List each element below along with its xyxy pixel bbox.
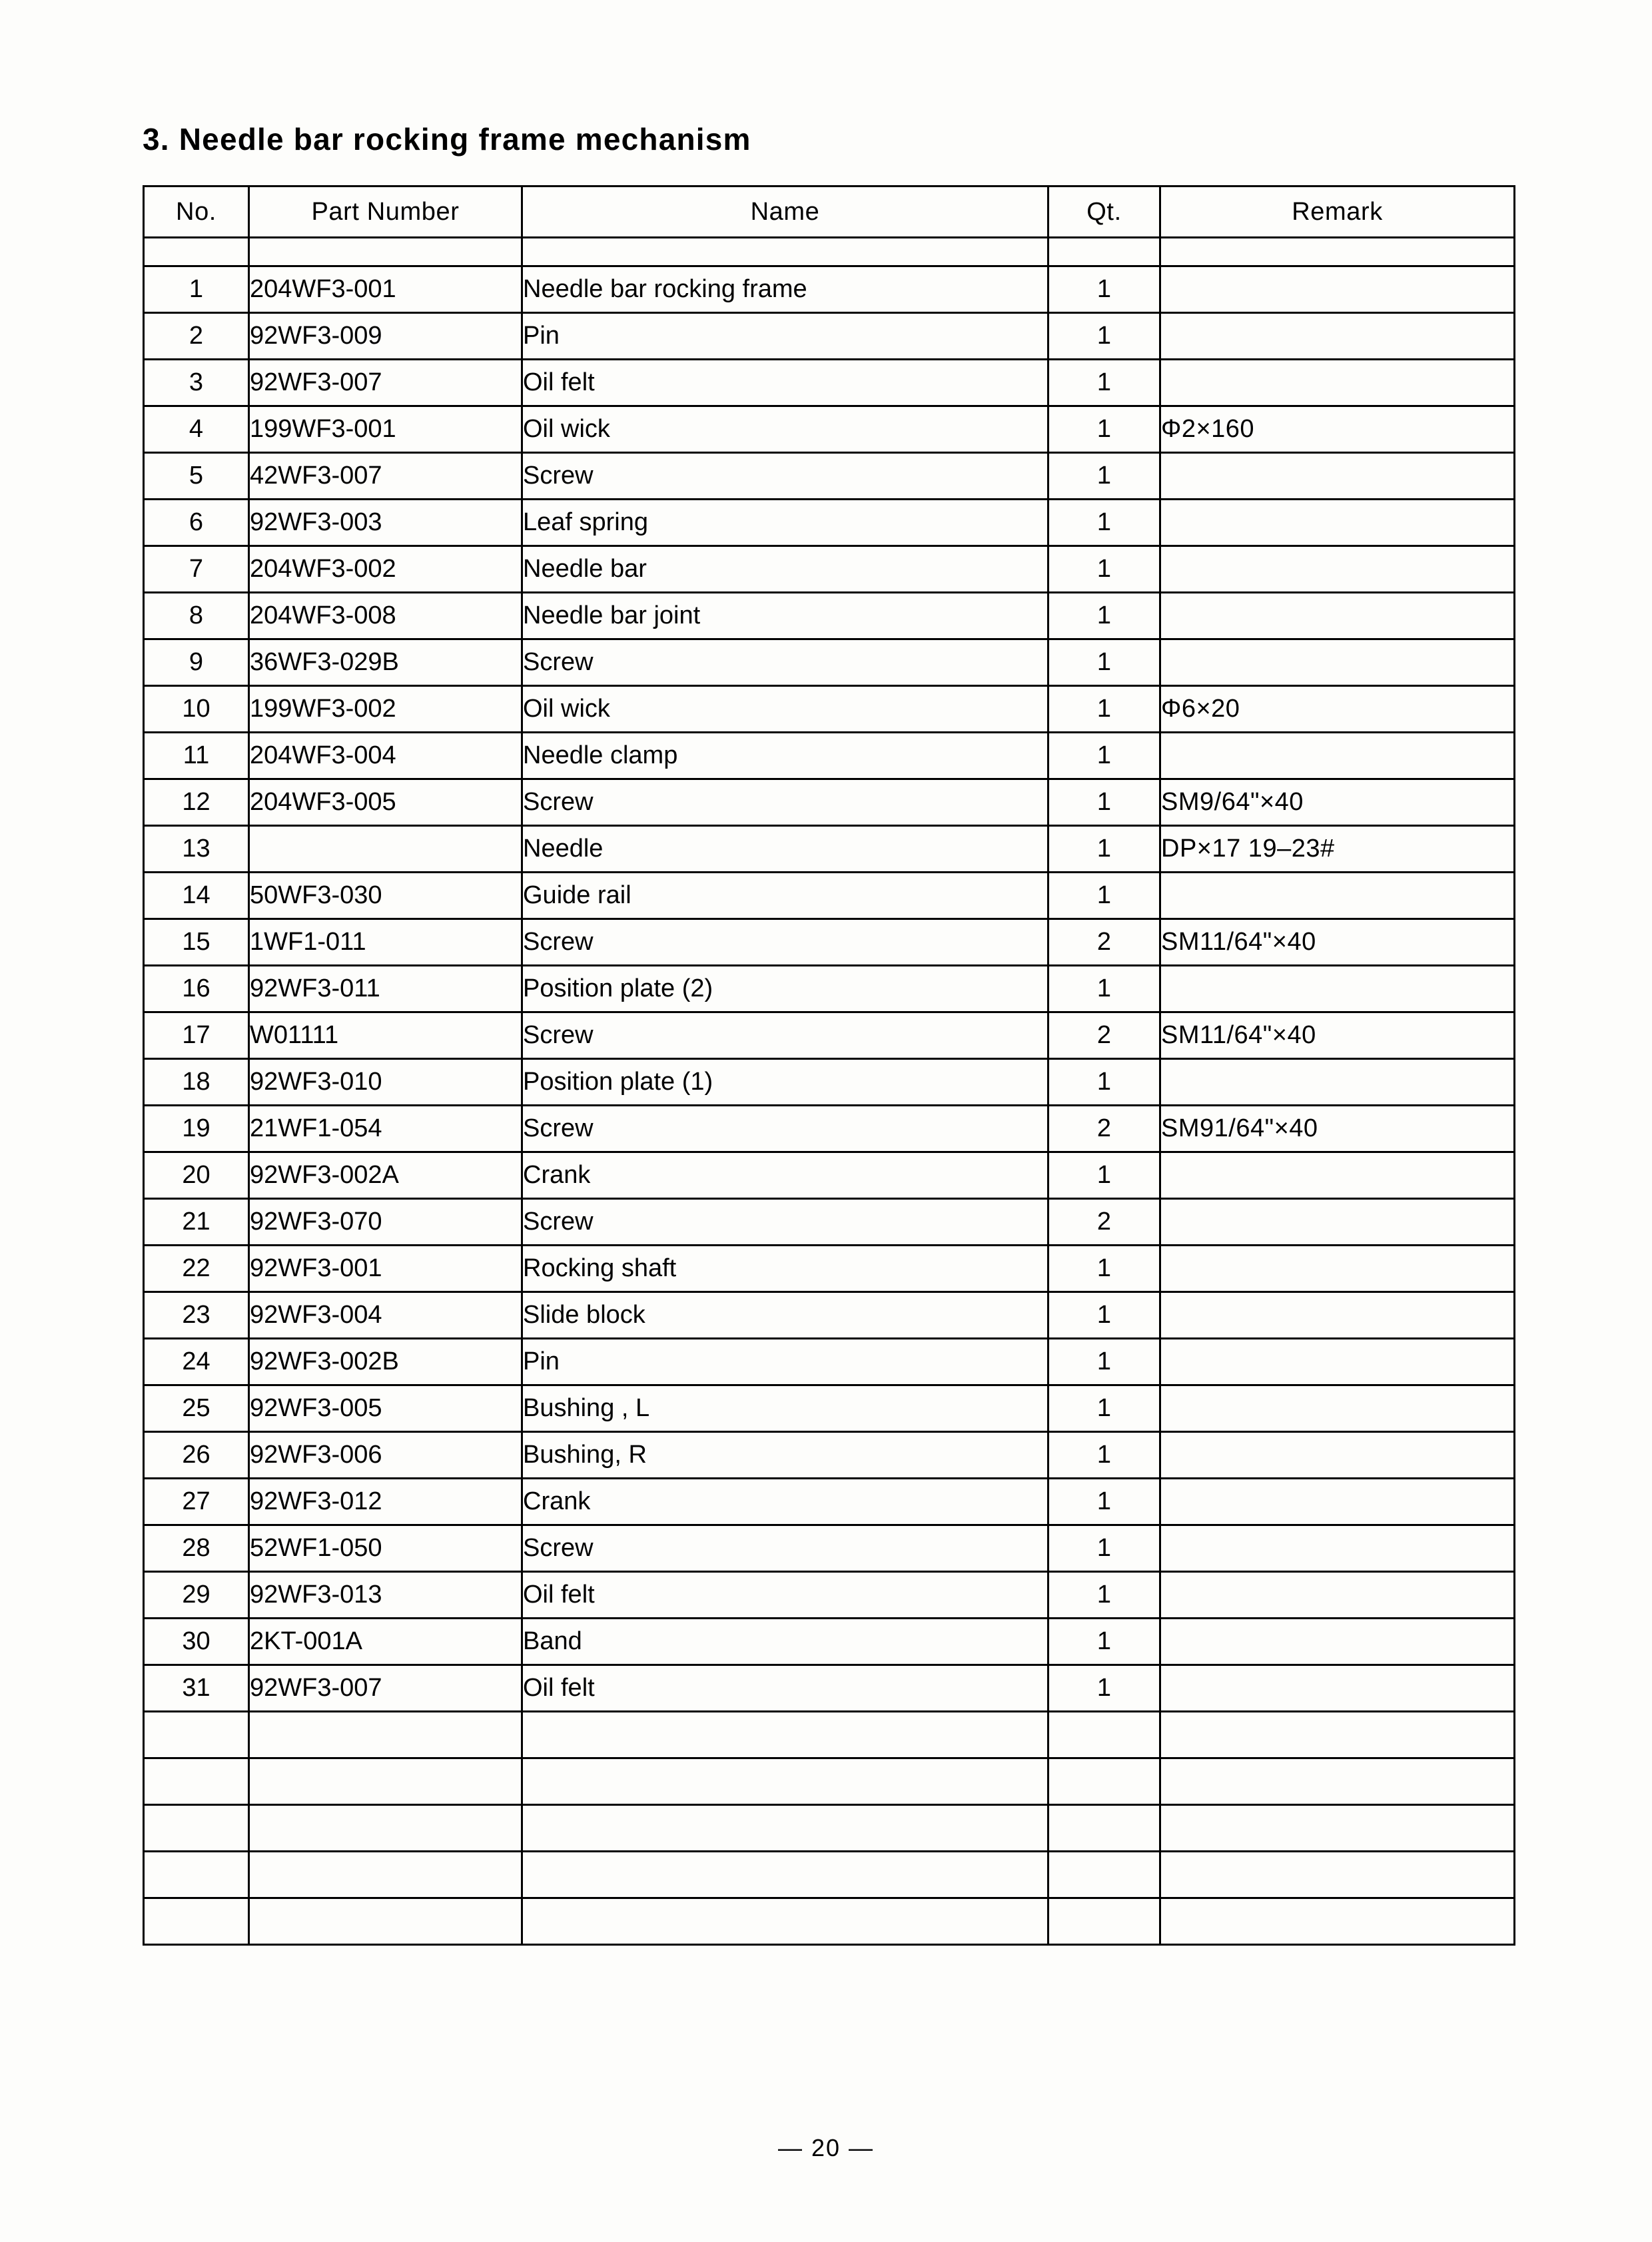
row-no: 1	[144, 266, 249, 313]
table-empty-cell	[144, 1712, 249, 1758]
table-empty-cell	[1160, 1712, 1515, 1758]
page-number: — 20 —	[777, 2134, 875, 2161]
row-name: Screw	[522, 919, 1048, 966]
row-no: 22	[144, 1246, 249, 1292]
row-no: 2	[144, 313, 249, 360]
table-row	[144, 1572, 1515, 1619]
table-row	[144, 826, 1515, 873]
row-qty: 1	[1048, 1479, 1160, 1525]
table-empty-cell	[1048, 1898, 1160, 1945]
row-no: 21	[144, 1199, 249, 1246]
row-no: 28	[144, 1525, 249, 1572]
row-no: 31	[144, 1665, 249, 1712]
row-no: 26	[144, 1432, 249, 1479]
row-name: Pin	[522, 313, 1048, 360]
table-empty-cell	[249, 1805, 522, 1852]
row-qty: 1	[1048, 1059, 1160, 1106]
row-name: Needle	[522, 826, 1048, 873]
row-part-number: W01111	[249, 1012, 522, 1059]
table-row	[144, 733, 1515, 779]
table-header	[144, 187, 1515, 238]
row-no: 13	[144, 826, 249, 873]
row-qty: 1	[1048, 1432, 1160, 1479]
table-spacer-cell	[249, 238, 522, 266]
row-name: Oil wick	[522, 686, 1048, 733]
row-name: Slide block	[522, 1292, 1048, 1339]
row-qty: 1	[1048, 686, 1160, 733]
row-remark: Φ2×160	[1160, 406, 1515, 453]
row-qty: 1	[1048, 1152, 1160, 1199]
row-name: Guide rail	[522, 873, 1048, 919]
table-empty-cell	[144, 1805, 249, 1852]
row-qty: 1	[1048, 546, 1160, 593]
row-no: 25	[144, 1385, 249, 1432]
table-row	[144, 1246, 1515, 1292]
row-part-number: 92WF3-006	[249, 1432, 522, 1479]
table-empty-row	[144, 1852, 1515, 1898]
row-remark	[1160, 1152, 1515, 1199]
row-qty: 2	[1048, 1199, 1160, 1246]
row-name: Needle bar rocking frame	[522, 266, 1048, 313]
column-header-name: Name	[522, 187, 1048, 238]
row-remark	[1160, 1059, 1515, 1106]
table-empty-cell	[144, 1898, 249, 1945]
row-part-number: 21WF1-054	[249, 1106, 522, 1152]
row-no: 15	[144, 919, 249, 966]
row-part-number: 36WF3-029B	[249, 639, 522, 686]
row-qty: 2	[1048, 1106, 1160, 1152]
table-row	[144, 1059, 1515, 1106]
column-header-no: No.	[144, 187, 249, 238]
table-empty-cell	[1048, 1758, 1160, 1805]
table-row	[144, 639, 1515, 686]
row-part-number: 204WF3-005	[249, 779, 522, 826]
row-part-number: 92WF3-010	[249, 1059, 522, 1106]
table-row	[144, 453, 1515, 500]
row-name: Crank	[522, 1152, 1048, 1199]
row-qty: 1	[1048, 966, 1160, 1012]
table-row	[144, 1106, 1515, 1152]
table-empty-row	[144, 1758, 1515, 1805]
row-no: 19	[144, 1106, 249, 1152]
row-remark	[1160, 1479, 1515, 1525]
row-qty: 1	[1048, 406, 1160, 453]
table-empty-cell	[522, 1712, 1048, 1758]
parts-table-container	[143, 185, 1513, 1946]
row-qty: 1	[1048, 360, 1160, 406]
row-qty: 1	[1048, 1525, 1160, 1572]
table-empty-cell	[249, 1712, 522, 1758]
row-name: Screw	[522, 1199, 1048, 1246]
row-name: Screw	[522, 1012, 1048, 1059]
row-remark	[1160, 1665, 1515, 1712]
table-empty-cell	[522, 1758, 1048, 1805]
row-remark	[1160, 733, 1515, 779]
column-header-qty: Qt.	[1048, 187, 1160, 238]
table-row	[144, 406, 1515, 453]
row-part-number: 92WF3-011	[249, 966, 522, 1012]
row-remark	[1160, 500, 1515, 546]
table-row	[144, 1012, 1515, 1059]
table-empty-cell	[249, 1758, 522, 1805]
row-no: 30	[144, 1619, 249, 1665]
row-part-number: 92WF3-005	[249, 1385, 522, 1432]
row-part-number: 92WF3-013	[249, 1572, 522, 1619]
row-no: 18	[144, 1059, 249, 1106]
table-empty-row	[144, 1805, 1515, 1852]
row-part-number: 1WF1-011	[249, 919, 522, 966]
table-row	[144, 966, 1515, 1012]
row-qty: 1	[1048, 826, 1160, 873]
row-name: Bushing, R	[522, 1432, 1048, 1479]
row-name: Rocking shaft	[522, 1246, 1048, 1292]
row-name: Screw	[522, 779, 1048, 826]
table-row	[144, 1292, 1515, 1339]
row-name: Oil wick	[522, 406, 1048, 453]
row-part-number: 50WF3-030	[249, 873, 522, 919]
row-name: Leaf spring	[522, 500, 1048, 546]
row-no: 12	[144, 779, 249, 826]
table-empty-cell	[522, 1898, 1048, 1945]
table-empty-cell	[1048, 1712, 1160, 1758]
row-part-number: 204WF3-008	[249, 593, 522, 639]
row-name: Screw	[522, 1525, 1048, 1572]
row-remark: DP×17 19–23#	[1160, 826, 1515, 873]
table-row	[144, 313, 1515, 360]
row-remark: SM11/64"×40	[1160, 919, 1515, 966]
row-part-number: 204WF3-004	[249, 733, 522, 779]
table-row	[144, 779, 1515, 826]
table-empty-cell	[522, 1852, 1048, 1898]
row-remark	[1160, 966, 1515, 1012]
row-qty: 1	[1048, 313, 1160, 360]
table-empty-cell	[522, 1805, 1048, 1852]
table-empty-cell	[1160, 1805, 1515, 1852]
table-row	[144, 1152, 1515, 1199]
table-row	[144, 593, 1515, 639]
row-remark	[1160, 1339, 1515, 1385]
table-row	[144, 1479, 1515, 1525]
table-empty-cell	[249, 1852, 522, 1898]
row-no: 8	[144, 593, 249, 639]
table-empty-cell	[1048, 1852, 1160, 1898]
row-no: 9	[144, 639, 249, 686]
row-part-number	[249, 826, 522, 873]
row-no: 3	[144, 360, 249, 406]
row-qty: 1	[1048, 1385, 1160, 1432]
table-header-row	[144, 187, 1515, 238]
row-no: 5	[144, 453, 249, 500]
row-no: 10	[144, 686, 249, 733]
column-header-part-number: Part Number	[249, 187, 522, 238]
table-row	[144, 1339, 1515, 1385]
row-part-number: 42WF3-007	[249, 453, 522, 500]
table-row	[144, 1525, 1515, 1572]
table-spacer-cell	[1048, 238, 1160, 266]
table-empty-cell	[144, 1758, 249, 1805]
row-name: Screw	[522, 453, 1048, 500]
row-no: 23	[144, 1292, 249, 1339]
table-row	[144, 500, 1515, 546]
table-spacer-cell	[1160, 238, 1515, 266]
row-part-number: 92WF3-009	[249, 313, 522, 360]
row-no: 27	[144, 1479, 249, 1525]
row-name: Screw	[522, 1106, 1048, 1152]
row-part-number: 199WF3-002	[249, 686, 522, 733]
row-qty: 1	[1048, 639, 1160, 686]
row-no: 20	[144, 1152, 249, 1199]
row-part-number: 204WF3-001	[249, 266, 522, 313]
table-row	[144, 1619, 1515, 1665]
table-empty-cell	[1048, 1805, 1160, 1852]
row-remark	[1160, 1525, 1515, 1572]
row-name: Oil felt	[522, 1572, 1048, 1619]
table-empty-cell	[249, 1898, 522, 1945]
row-name: Crank	[522, 1479, 1048, 1525]
table-empty-cell	[1160, 1898, 1515, 1945]
row-remark	[1160, 1199, 1515, 1246]
row-name: Oil felt	[522, 1665, 1048, 1712]
row-remark	[1160, 313, 1515, 360]
row-remark	[1160, 453, 1515, 500]
row-part-number: 52WF1-050	[249, 1525, 522, 1572]
row-no: 7	[144, 546, 249, 593]
row-part-number: 204WF3-002	[249, 546, 522, 593]
table-spacer-cell	[522, 238, 1048, 266]
table-row	[144, 1199, 1515, 1246]
row-qty: 1	[1048, 733, 1160, 779]
row-no: 29	[144, 1572, 249, 1619]
table-spacer-cell	[144, 238, 249, 266]
table-row	[144, 873, 1515, 919]
table-row	[144, 919, 1515, 966]
row-remark	[1160, 1246, 1515, 1292]
row-part-number: 92WF3-002A	[249, 1152, 522, 1199]
row-remark	[1160, 360, 1515, 406]
row-remark	[1160, 546, 1515, 593]
row-name: Band	[522, 1619, 1048, 1665]
table-empty-cell	[144, 1852, 249, 1898]
table-row	[144, 1432, 1515, 1479]
row-qty: 2	[1048, 1012, 1160, 1059]
row-remark	[1160, 1432, 1515, 1479]
row-name: Oil felt	[522, 360, 1048, 406]
table-empty-row	[144, 1898, 1515, 1945]
row-qty: 1	[1048, 779, 1160, 826]
page-title: 3. Needle bar rocking frame mechanism	[143, 122, 751, 157]
row-part-number: 92WF3-012	[249, 1479, 522, 1525]
row-qty: 1	[1048, 1572, 1160, 1619]
row-qty: 2	[1048, 919, 1160, 966]
table-row	[144, 266, 1515, 313]
row-remark	[1160, 639, 1515, 686]
table-row	[144, 360, 1515, 406]
row-remark	[1160, 873, 1515, 919]
parts-table	[143, 185, 1515, 1946]
row-remark: SM9/64"×40	[1160, 779, 1515, 826]
row-no: 4	[144, 406, 249, 453]
row-name: Pin	[522, 1339, 1048, 1385]
row-part-number: 199WF3-001	[249, 406, 522, 453]
row-part-number: 92WF3-070	[249, 1199, 522, 1246]
row-remark	[1160, 1572, 1515, 1619]
row-remark	[1160, 593, 1515, 639]
row-name: Needle bar joint	[522, 593, 1048, 639]
row-qty: 1	[1048, 593, 1160, 639]
row-name: Position plate (1)	[522, 1059, 1048, 1106]
table-empty-cell	[1160, 1758, 1515, 1805]
row-name: Needle clamp	[522, 733, 1048, 779]
row-qty: 1	[1048, 1292, 1160, 1339]
row-no: 14	[144, 873, 249, 919]
row-part-number: 92WF3-003	[249, 500, 522, 546]
row-qty: 1	[1048, 1339, 1160, 1385]
row-no: 6	[144, 500, 249, 546]
row-part-number: 92WF3-007	[249, 1665, 522, 1712]
row-part-number: 92WF3-004	[249, 1292, 522, 1339]
row-part-number: 2KT-001A	[249, 1619, 522, 1665]
row-remark: SM11/64"×40	[1160, 1012, 1515, 1059]
row-remark	[1160, 1619, 1515, 1665]
row-remark	[1160, 1385, 1515, 1432]
row-part-number: 92WF3-001	[249, 1246, 522, 1292]
table-row	[144, 1665, 1515, 1712]
row-no: 11	[144, 733, 249, 779]
table-spacer-row	[144, 238, 1515, 266]
table-empty-cell	[1160, 1852, 1515, 1898]
table-row	[144, 546, 1515, 593]
table-body	[144, 238, 1515, 1945]
row-remark	[1160, 1292, 1515, 1339]
row-qty: 1	[1048, 1619, 1160, 1665]
row-no: 17	[144, 1012, 249, 1059]
row-remark: Φ6×20	[1160, 686, 1515, 733]
table-row	[144, 1385, 1515, 1432]
row-part-number: 92WF3-002B	[249, 1339, 522, 1385]
row-part-number: 92WF3-007	[249, 360, 522, 406]
row-no: 16	[144, 966, 249, 1012]
row-qty: 1	[1048, 500, 1160, 546]
row-qty: 1	[1048, 873, 1160, 919]
table-row	[144, 686, 1515, 733]
column-header-remark: Remark	[1160, 187, 1515, 238]
row-qty: 1	[1048, 1246, 1160, 1292]
row-name: Position plate (2)	[522, 966, 1048, 1012]
row-name: Needle bar	[522, 546, 1048, 593]
row-name: Bushing , L	[522, 1385, 1048, 1432]
row-name: Screw	[522, 639, 1048, 686]
row-remark: SM91/64"×40	[1160, 1106, 1515, 1152]
row-qty: 1	[1048, 453, 1160, 500]
row-qty: 1	[1048, 266, 1160, 313]
table-empty-row	[144, 1712, 1515, 1758]
row-no: 24	[144, 1339, 249, 1385]
row-remark	[1160, 266, 1515, 313]
row-qty: 1	[1048, 1665, 1160, 1712]
